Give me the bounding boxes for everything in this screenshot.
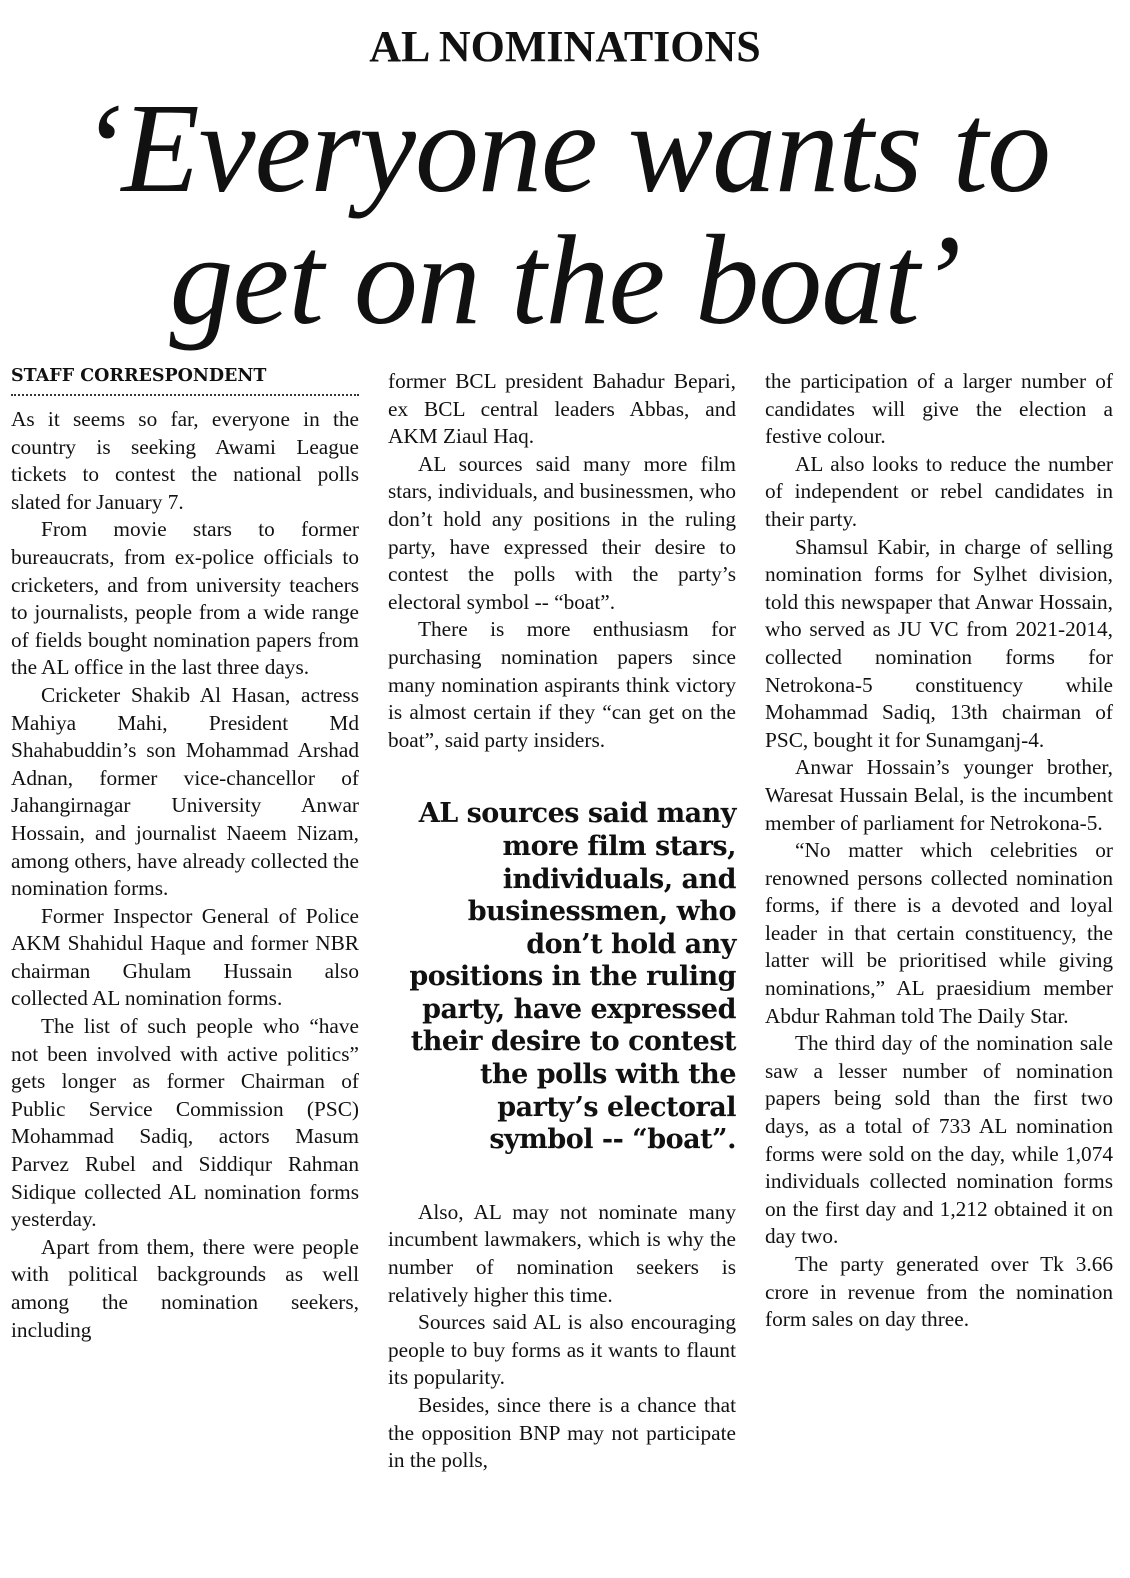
section-kicker: AL NOMINATIONS bbox=[369, 22, 761, 71]
paragraph: The list of such people who “have not been involved with active politics” gets longer as former Chairman of Public Service Commission (PSC) Mohammad Sadiq, actors Masum Parvez Rubel and Siddiqur Rahman Sidique collected AL nomination forms yesterday. bbox=[11, 1014, 359, 1232]
paragraph: There is more enthusiasm for purchasing nomination papers since many nomination aspirants think victory is almost certain if they “can get on the boat”, said party insiders. bbox=[388, 617, 736, 752]
headline bbox=[0, 77, 1130, 351]
paragraph: Besides, since there is a chance that the opposition BNP may not participate in the polls, bbox=[388, 1393, 736, 1473]
paragraph: Cricketer Shakib Al Hasan, actress Mahiya Mahi, President Md Shahabuddin’s son Mohammad Arshad Adnan, former vice-chancellor of Jahangirnagar University Anwar Hossain, and journalist Naeem Nizam, among others, have already collected the nomination forms. bbox=[11, 682, 359, 901]
article-column-1 bbox=[11, 366, 359, 1344]
paragraph: former BCL president Bahadur Bepari, ex BCL central leaders Abbas, and AKM Ziaul Haq. bbox=[388, 369, 736, 449]
paragraph: Also, AL may not nominate many incumbent lawmakers, which is why the number of nomination seekers is relatively higher this time. bbox=[388, 1199, 736, 1307]
paragraph: As it seems so far, everyone in the country is seeking Awami League tickets to contest the national polls slated for January 7. bbox=[11, 407, 359, 514]
paragraph: From movie stars to former bureaucrats, from ex-police officials to cricketers, and from university teachers to journalists, people from a wide range of fields bought nomination papers from the AL office in the last three days. bbox=[11, 517, 359, 680]
paragraph: AL also looks to reduce the number of independent or rebel candidates in their party. bbox=[765, 451, 1113, 531]
article-column-3 bbox=[765, 368, 1113, 1334]
headline-line-2: get on the boat’ bbox=[169, 209, 961, 351]
paragraph: the participation of a larger number of candidates will give the election a festive colour. bbox=[765, 369, 1113, 449]
paragraph: “No matter which celebrities or renowned persons collected nomination forms, if there is a devoted and loyal leader in that certain constituency, the latter will be prioritised while giving nominations,” AL praesidium member Abdur Rahman told The Daily Star. bbox=[765, 838, 1113, 1028]
paragraph: Apart from them, there were people with political backgrounds as well among the nomination seekers, including bbox=[11, 1234, 359, 1342]
paragraph: Sources said AL is also encouraging people to buy forms as it wants to flaunt its popularity. bbox=[388, 1310, 736, 1390]
headline-line-1: ‘Everyone wants to bbox=[79, 77, 1051, 219]
paragraph: Anwar Hossain’s younger brother, Waresat Hussain Belal, is the incumbent member of parliament for Netrokona-5. bbox=[765, 755, 1113, 835]
paragraph: AL sources said many more film stars, individuals, and businessmen, who don’t hold any positions in the ruling party, have expressed their desire to contest the polls with the party’s electoral symbol -- “boat”. bbox=[388, 451, 736, 614]
paragraph: The party generated over Tk 3.66 crore in revenue from the nomination form sales on day three. bbox=[765, 1252, 1113, 1332]
article-column-2 bbox=[388, 368, 736, 1475]
pull-quote: AL sources said many more film stars, individuals, and businessmen, who don’t hold any positions in the ruling party, have expressed their desire to contest the polls with the party’s electoral symbol -- “boat”. bbox=[409, 798, 736, 1156]
paragraph: Former Inspector General of Police AKM Shahidul Haque and former NBR chairman Ghulam Hussain also collected AL nomination forms. bbox=[11, 903, 359, 1011]
paragraph: The third day of the nomination sale saw a lesser number of nomination papers being sold than the first two days, as a total of 733 AL nomination forms were sold on the day, while 1,074 individuals collected nomination forms on the first day and 1,212 obtained it on day two. bbox=[765, 1031, 1113, 1249]
paragraph: Shamsul Kabir, in charge of selling nomination forms for Sylhet division, told this newspaper that Anwar Hossain, who served as JU VC from 2021-2014, collected nomination forms for Netrokona-5 constituency while Mohammad Sadiq, 13th chairman of PSC, bought it for Sunamganj-4. bbox=[765, 534, 1113, 752]
byline: STAFF CORRESPONDENT bbox=[11, 366, 359, 396]
